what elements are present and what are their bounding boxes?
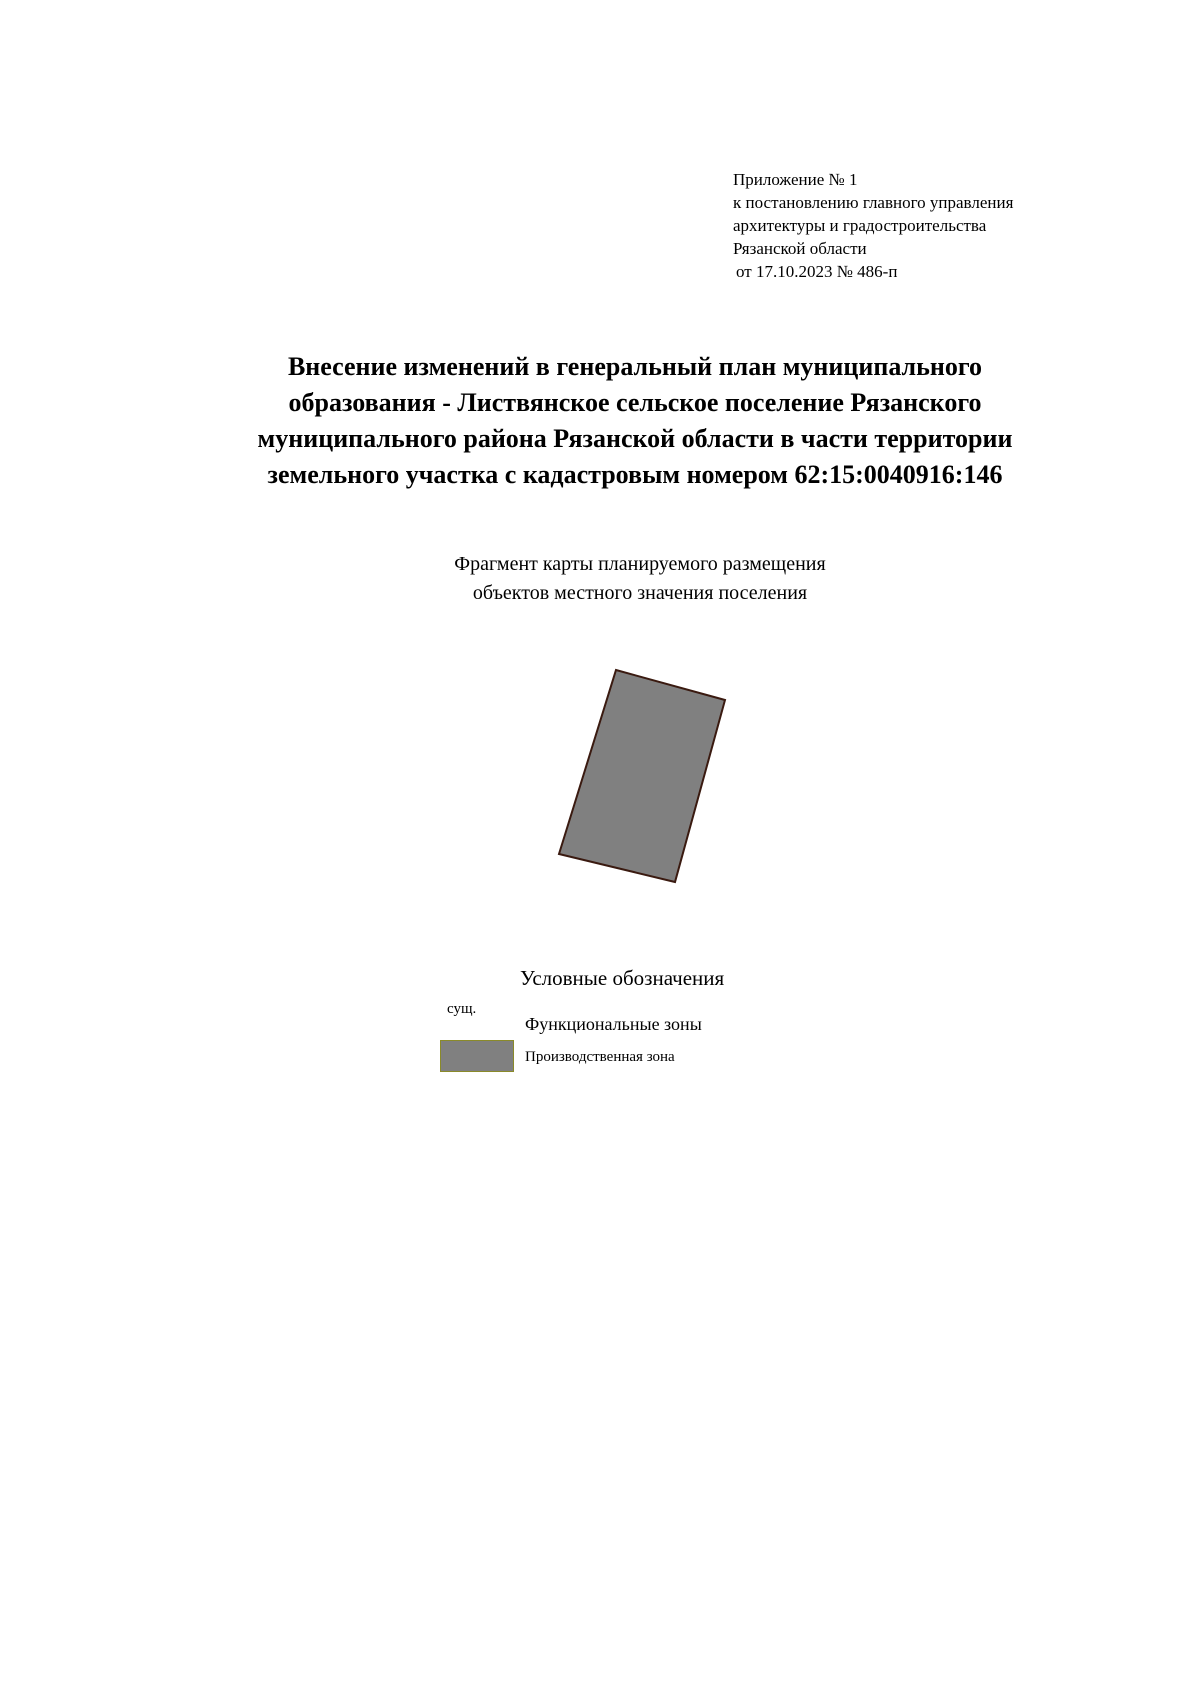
- appendix-line: архитектуры и градостроительства: [733, 216, 987, 235]
- production-zone-parcel: [559, 670, 725, 882]
- map-subtitle: [340, 550, 940, 608]
- appendix-line: Рязанской области: [733, 239, 867, 258]
- document-title-line: земельного участка с кадастровым номером 62:15:0040916:146: [267, 460, 1003, 489]
- legend-item-label: Производственная зона: [525, 1049, 675, 1065]
- document-title-line: муниципального района Рязанской области в части территории: [257, 424, 1013, 453]
- map-fragment: [520, 640, 740, 900]
- legend-title: Условные обозначения: [520, 966, 725, 990]
- appendix-date-line: от 17.10.2023 № 486-п: [736, 262, 898, 281]
- document-title: [100, 349, 1170, 493]
- legend-group-title: Функциональные зоны: [525, 1014, 702, 1034]
- legend-status-label: сущ.: [447, 1001, 477, 1017]
- document-title-line: образования - Листвянское сельское поселение Рязанского: [288, 388, 982, 417]
- appendix-line: Приложение № 1: [733, 170, 858, 189]
- legend-swatch-production-zone: [440, 1040, 514, 1072]
- appendix-line: к постановлению главного управления: [733, 193, 1014, 212]
- map-subtitle-line: объектов местного значения поселения: [472, 582, 808, 604]
- map-subtitle-line: Фрагмент карты планируемого размещения: [454, 553, 826, 575]
- document-title-line: Внесение изменений в генеральный план муниципального: [287, 352, 983, 381]
- appendix-block: [733, 168, 1013, 283]
